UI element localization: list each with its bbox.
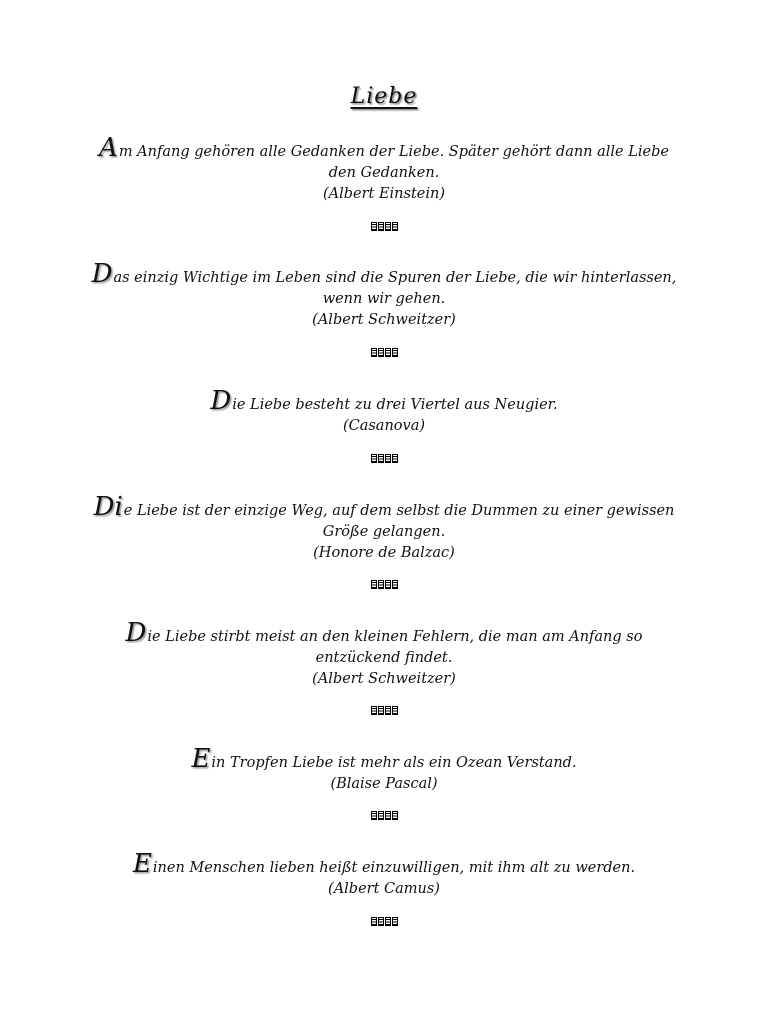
separator-6 bbox=[0, 811, 768, 820]
separator-box-icon bbox=[378, 454, 384, 463]
separator-box-icon bbox=[378, 706, 384, 715]
separator-box-icon bbox=[392, 348, 398, 357]
separator-box-icon bbox=[371, 706, 377, 715]
quote-5-initial: D bbox=[125, 618, 147, 648]
quote-2 bbox=[0, 259, 768, 331]
quote-4-text: e Liebe ist der einzige Weg, auf dem selbst die Dummen zu einer gewissen bbox=[123, 503, 675, 519]
quote-7-text: inen Menschen lieben heißt einzuwilligen, mit ihm alt zu werden. bbox=[152, 860, 636, 876]
quote-7-initial: E bbox=[132, 849, 152, 879]
separator-box-icon bbox=[371, 580, 377, 589]
quote-6 bbox=[0, 744, 768, 795]
separator-box-icon bbox=[371, 348, 377, 357]
separator-box-icon bbox=[385, 222, 391, 231]
quote-2-initial: D bbox=[91, 259, 113, 289]
separator-box-icon bbox=[385, 811, 391, 820]
quote-7-line-1 bbox=[0, 849, 768, 879]
quote-1-text: m Anfang gehören alle Gedanken der Liebe. Später gehört dann alle Liebe bbox=[118, 144, 669, 160]
separator-box-icon bbox=[392, 811, 398, 820]
separator-box-icon bbox=[385, 706, 391, 715]
quote-1-line-1 bbox=[0, 133, 768, 163]
quote-5-line-2: entzückend findet. bbox=[315, 650, 453, 666]
quote-6-line-1 bbox=[0, 744, 768, 774]
quote-4-initial: Di bbox=[93, 492, 123, 522]
quote-5-line-1 bbox=[0, 618, 768, 648]
separator-box-icon bbox=[385, 348, 391, 357]
quote-3-author: (Casanova) bbox=[342, 418, 426, 434]
separator-3 bbox=[0, 454, 768, 463]
separator-box-icon bbox=[392, 454, 398, 463]
separator-box-icon bbox=[378, 222, 384, 231]
quote-2-line-2: wenn wir gehen. bbox=[322, 291, 446, 307]
separator-box-icon bbox=[378, 917, 384, 926]
separator-1 bbox=[0, 222, 768, 231]
quote-2-author: (Albert Schweitzer) bbox=[312, 312, 456, 328]
quote-5-text: ie Liebe stirbt meist an den kleinen Fehlern, die man am Anfang so bbox=[147, 629, 643, 645]
quote-6-text: in Tropfen Liebe ist mehr als ein Ozean Verstand. bbox=[211, 755, 577, 771]
separator-box-icon bbox=[385, 580, 391, 589]
quote-4-line-2: Größe gelangen. bbox=[322, 524, 446, 540]
separator-5 bbox=[0, 706, 768, 715]
quote-3-initial: D bbox=[210, 386, 232, 416]
quote-5 bbox=[0, 618, 768, 690]
quote-5-author: (Albert Schweitzer) bbox=[312, 671, 456, 687]
quote-3-line-1 bbox=[0, 386, 768, 416]
separator-box-icon bbox=[378, 348, 384, 357]
separator-box-icon bbox=[392, 222, 398, 231]
quote-6-author: (Blaise Pascal) bbox=[330, 776, 438, 792]
quote-1-line-2: den Gedanken. bbox=[328, 165, 440, 181]
page-title: Liebe bbox=[350, 84, 418, 109]
separator-box-icon bbox=[378, 580, 384, 589]
separator-box-icon bbox=[385, 454, 391, 463]
quote-1 bbox=[0, 133, 768, 205]
separator-2 bbox=[0, 348, 768, 357]
separator-4 bbox=[0, 580, 768, 589]
quote-3 bbox=[0, 386, 768, 437]
quote-7 bbox=[0, 849, 768, 900]
separator-box-icon bbox=[378, 811, 384, 820]
separator-box-icon bbox=[385, 917, 391, 926]
separator-7 bbox=[0, 917, 768, 926]
quote-4-line-1 bbox=[0, 492, 768, 522]
separator-box-icon bbox=[371, 811, 377, 820]
quote-4 bbox=[0, 492, 768, 564]
quote-1-initial: A bbox=[99, 133, 118, 163]
separator-box-icon bbox=[392, 917, 398, 926]
separator-box-icon bbox=[371, 917, 377, 926]
quote-3-text: ie Liebe besteht zu drei Viertel aus Neugier. bbox=[232, 397, 558, 413]
quote-7-author: (Albert Camus) bbox=[328, 881, 440, 897]
separator-box-icon bbox=[371, 222, 377, 231]
separator-box-icon bbox=[392, 580, 398, 589]
quote-2-line-1 bbox=[0, 259, 768, 289]
quote-6-initial: E bbox=[191, 744, 211, 774]
separator-box-icon bbox=[392, 706, 398, 715]
separator-box-icon bbox=[371, 454, 377, 463]
quote-2-text: as einzig Wichtige im Leben sind die Spuren der Liebe, die wir hinterlassen, bbox=[113, 270, 677, 286]
quote-4-author: (Honore de Balzac) bbox=[313, 545, 455, 561]
quote-1-author: (Albert Einstein) bbox=[322, 186, 446, 202]
